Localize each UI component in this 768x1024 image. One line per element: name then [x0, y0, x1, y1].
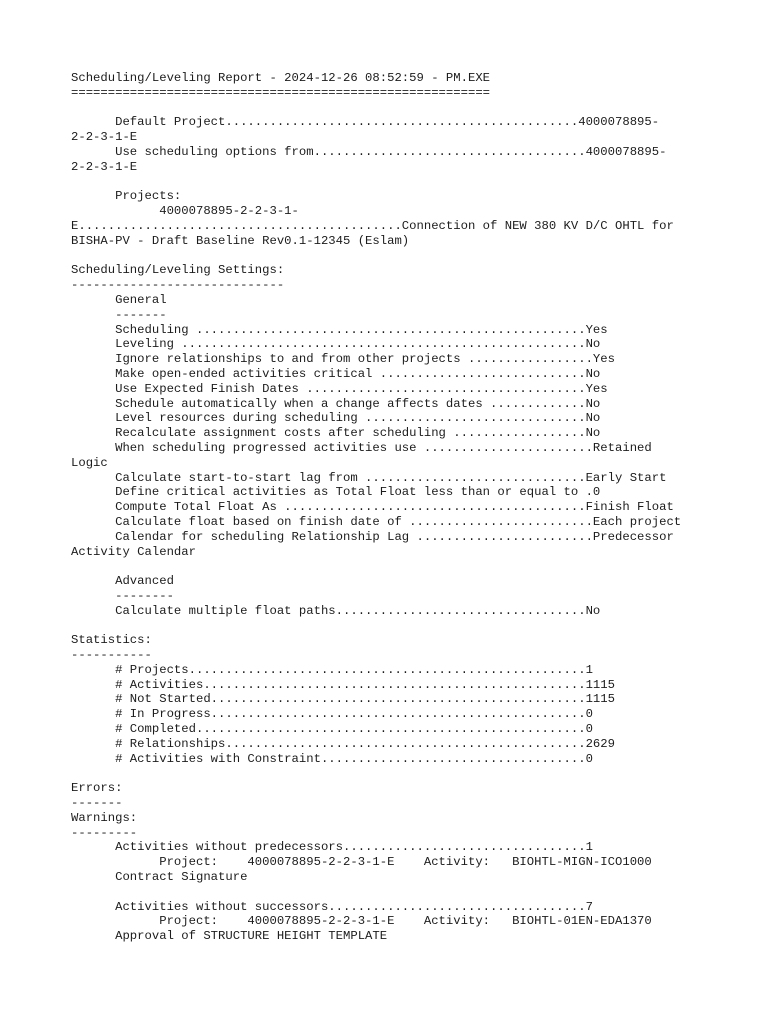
- report-line: -----------------------------: [71, 278, 285, 293]
- report-line: [71, 618, 731, 633]
- report-line: # Completed.....................................................0: [71, 722, 593, 737]
- report-line: --------: [71, 588, 174, 603]
- report-line: Activities without successors...................................7: [71, 899, 593, 914]
- report-line: Schedule automatically when a change affects dates .............No: [71, 396, 601, 411]
- report-line: # Projects......................................................1: [71, 662, 593, 677]
- report-line: Use Expected Finish Dates ......................................Yes: [71, 381, 608, 396]
- report-line: # Relationships.................................................2629: [71, 736, 615, 751]
- report-line: When scheduling progressed activities use .......................Retained: [71, 440, 652, 455]
- report-line: =========================================================: [71, 85, 491, 100]
- report-line: Calculate float based on finish date of .........................Each project: [71, 514, 682, 529]
- report-line: Projects:: [71, 189, 182, 204]
- report-line: Use scheduling options from.....................................4000078895-: [71, 144, 667, 159]
- report-line: Leveling .......................................................No: [71, 337, 601, 352]
- report-line: Default Project................................................4000078895-: [71, 115, 660, 130]
- report-line: Level resources during scheduling ..............................No: [71, 411, 601, 426]
- report-line: Recalculate assignment costs after scheduling ..................No: [71, 426, 601, 441]
- report-line: Calculate multiple float paths..................................No: [71, 603, 601, 618]
- report-line: Calendar for scheduling Relationship Lag ........................Predecessor: [71, 529, 674, 544]
- report-line: BISHA-PV - Draft Baseline Rev0.1-12345 (Eslam): [71, 233, 410, 248]
- report-line: [71, 559, 731, 574]
- report-line: 2-2-3-1-E: [71, 159, 138, 174]
- report-line: 4000078895-2-2-3-1-: [71, 204, 299, 219]
- report-line: [71, 885, 731, 900]
- report-line: Contract Signature: [71, 870, 248, 885]
- report-line: Logic: [71, 455, 108, 470]
- report-line: -------: [71, 307, 167, 322]
- report-line: [71, 249, 731, 264]
- report-line: # Not Started...................................................1115: [71, 692, 615, 707]
- report-line: Advanced: [71, 574, 174, 589]
- report-line: Activity Calendar: [71, 544, 196, 559]
- report-line: ---------: [71, 825, 138, 840]
- report-line: Project: 4000078895-2-2-3-1-E Activity: BIOHTL-01EN-EDA1370: [71, 914, 652, 929]
- report-line: Errors:: [71, 781, 123, 796]
- report-line: Define critical activities as Total Float less than or equal to .0: [71, 485, 601, 500]
- report-line: -------: [71, 796, 123, 811]
- report-line: Ignore relationships to and from other projects .................Yes: [71, 352, 615, 367]
- report-line: Project: 4000078895-2-2-3-1-E Activity: BIOHTL-MIGN-ICO1000: [71, 855, 652, 870]
- report-line: [71, 766, 731, 781]
- report-line: Activities without predecessors.................................1: [71, 840, 593, 855]
- report-line: Warnings:: [71, 810, 138, 825]
- report-line: 2-2-3-1-E: [71, 130, 138, 145]
- report-line: Calculate start-to-start lag from ..............................Early Start: [71, 470, 667, 485]
- report-line: General: [71, 292, 167, 307]
- report-line: Statistics:: [71, 633, 152, 648]
- report-line: [71, 175, 731, 190]
- report-line: [71, 101, 731, 116]
- report-line: # Activities....................................................1115: [71, 677, 615, 692]
- report-line: Compute Total Float As .........................................Finish Float: [71, 500, 674, 515]
- report-line: Scheduling/Leveling Settings:: [71, 263, 285, 278]
- report-line: E............................................Connection of NEW 380 KV D/C OHTL for: [71, 218, 674, 233]
- report-line: Scheduling/Leveling Report - 2024-12-26 08:52:59 - PM.EXE: [71, 71, 491, 85]
- report-line: Make open-ended activities critical ............................No: [71, 366, 601, 381]
- report-text: [71, 71, 731, 944]
- report-line: Scheduling .....................................................Yes: [71, 322, 608, 337]
- report-line: # In Progress...................................................0: [71, 707, 593, 722]
- report-line: -----------: [71, 648, 152, 663]
- report-line: Approval of STRUCTURE HEIGHT TEMPLATE: [71, 929, 388, 944]
- report-line: # Activities with Constraint....................................0: [71, 751, 593, 766]
